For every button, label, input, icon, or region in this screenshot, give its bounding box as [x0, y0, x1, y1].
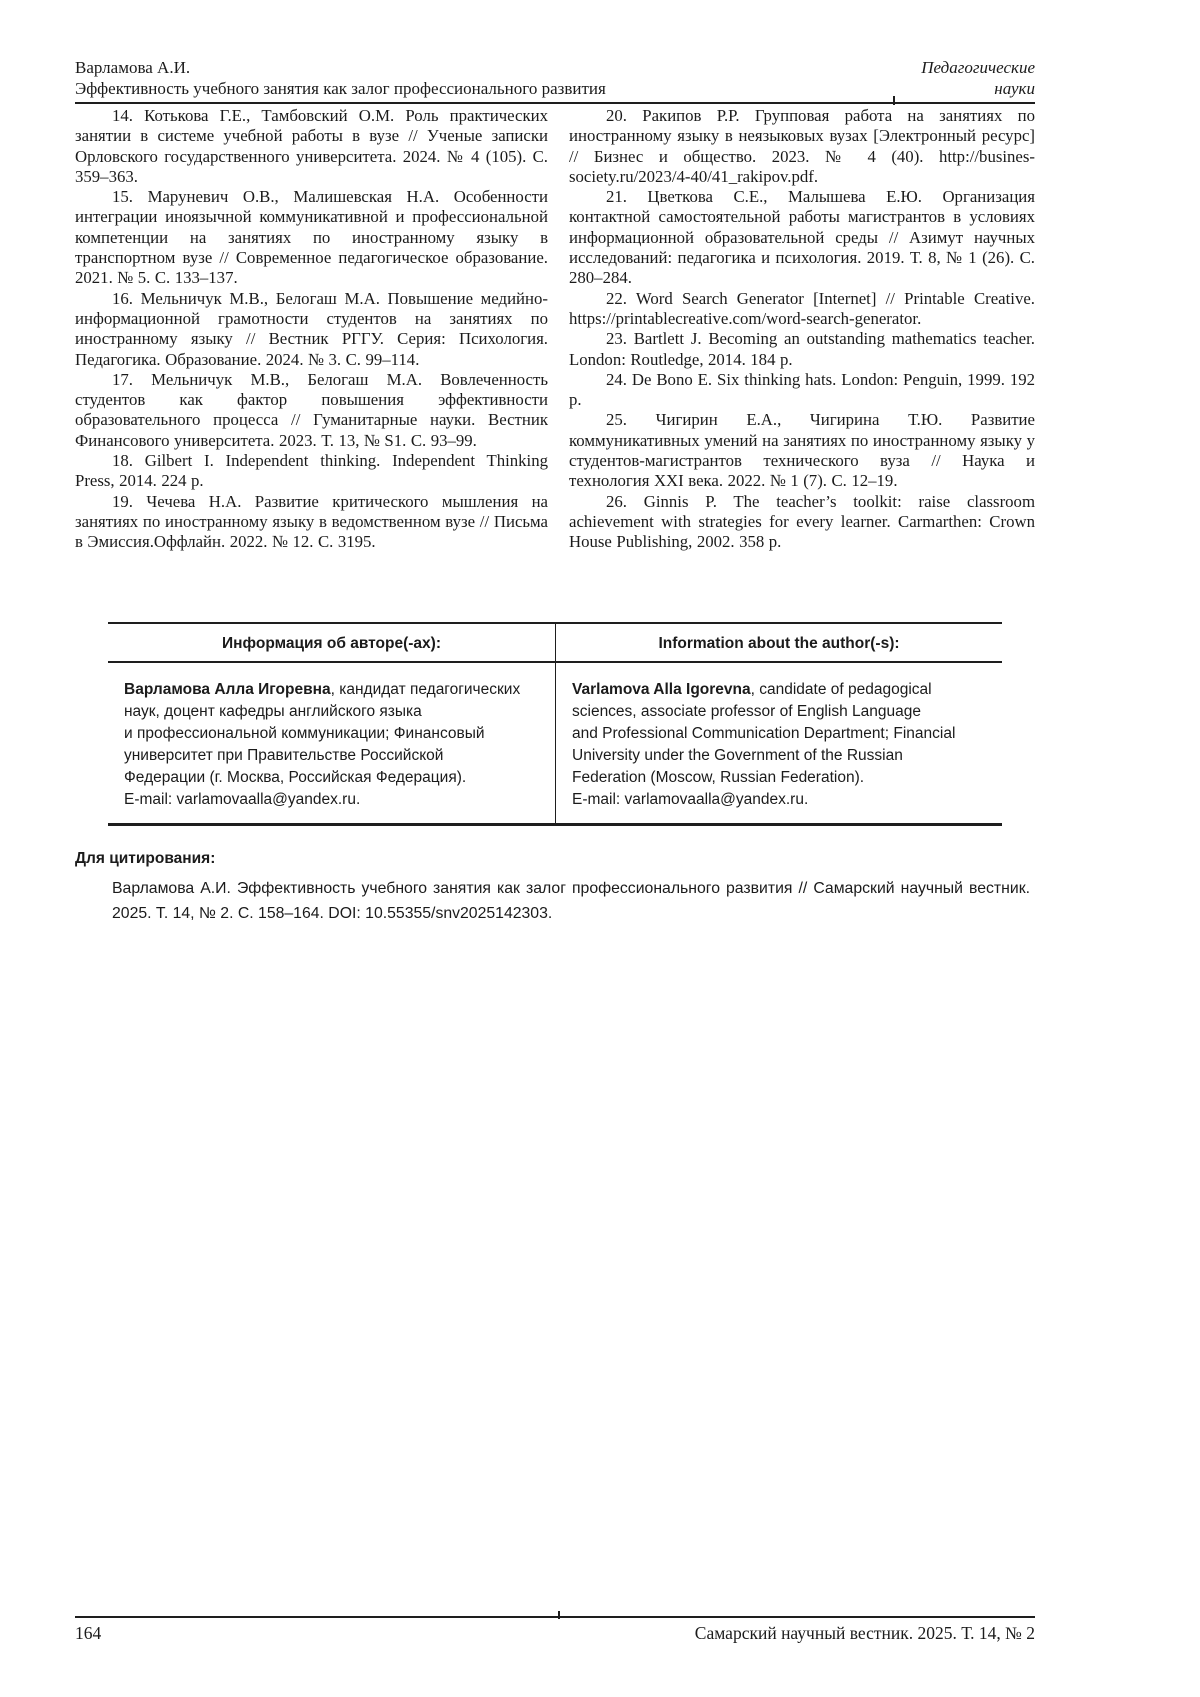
reference-item-22: 22. Word Search Generator [Internet] // Printable Creative. https://printablecreative.com/word-search-generator.: [569, 288, 1035, 328]
section-name-line-1: Педагогические: [921, 58, 1035, 77]
author-bio-ru: , кандидат педагогических наук, доцент кафедры английского языка и профессиональной коммуникации; Финансовый университет при Правительстве Российской Федерации (г. Москва, Российская Федерация). E-mail: varlamovaalla@yandex.ru.: [124, 681, 521, 808]
reference-item-19: 19. Чечева Н.А. Развитие критического мышления на занятиях по иностранному языку в ведомственном вузе // Письма в Эмиссия.Оффлайн. 2022. № 12. С. 3195.: [75, 491, 548, 552]
citation-text: Варламова А.И. Эффективность учебного занятия как залог профессионального развития // Самарский научный вестник. 2025. Т. 14, № 2. С. 158–164. DOI: 10.55355/snv2025142303.: [112, 880, 1030, 922]
header-row-2: [75, 78, 1035, 99]
reference-item-16: 16. Мельничук М.В., Белогаш М.А. Повышение медийно-информационной грамотности студентов на занятиях по иностранному языку // Вестник РГГУ. Серия: Психология. Педагогика. Образование. 2024. № 3. С. 99–114.: [75, 288, 548, 369]
journal-footer-info: Самарский научный вестник. 2025. Т. 14, № 2: [694, 1623, 1035, 1643]
reference-item-25: 25. Чигирин Е.А., Чигирина Т.Ю. Развитие коммуникативных умений на занятиях по иностранному языку у студентов-магистрантов технического вуза // Наука и технология XXI века. 2022. № 1 (7). С. 12–19.: [569, 410, 1035, 491]
references-column-left: [75, 106, 548, 553]
page-footer: [75, 1616, 1035, 1644]
author-table-header-row: [108, 624, 1002, 663]
table-header-en: Information about the author(-s):: [555, 624, 1002, 661]
references-column-right: [569, 106, 1035, 553]
section-name-line-2: науки: [994, 79, 1035, 98]
reference-item-14: 14. Котькова Г.Е., Тамбовский О.М. Роль практических занятии в системе учебной работы в вузе // Ученые записки Орловского государственного университета. 2024. № 4 (105). С. 359–363.: [75, 106, 548, 186]
reference-item-20: 20. Ракипов Р.Р. Групповая работа на занятиях по иностранному языку в неязыковых вузах [Электронный ресурс] // Бизнес и общество. 2023. № 4 (40). http://busines-society.ru/2023/4-40/41_rakipov.pdf.: [569, 106, 1035, 186]
running-title: Эффективность учебного занятия как залог профессионального развития: [75, 79, 606, 98]
author-name-en: Varlamova Alla Igorevna: [572, 681, 751, 698]
reference-item-17: 17. Мельничук М.В., Белогаш М.А. Вовлеченность студентов как фактор повышения эффективности образовательного процесса // Гуманитарные науки. Вестник Финансового университета. 2023. Т. 13, № S1. С. 93–99.: [75, 369, 548, 450]
author-bio-en: , candidate of pedagogical sciences, associate professor of English Language and Professional Communication Department; Financial University under the Government of the Russian Federation (Moscow, Russian Federation). E-mail: varlamovaalla@yandex.ru.: [572, 681, 956, 808]
author-info-ru: [108, 663, 555, 823]
header-rule-tick: [893, 96, 895, 105]
citation-section: [75, 849, 1035, 926]
author-table-body-row: [108, 663, 1002, 823]
references-section: [75, 106, 1035, 553]
page-header: [75, 57, 1035, 104]
running-author: Варламова А.И.: [75, 58, 191, 77]
reference-item-26: 26. Ginnis P. The teacher’s toolkit: raise classroom achievement with strategies for every learner. Carmarthen: Crown House Publishing, 2002. 358 p.: [569, 491, 1035, 552]
reference-item-24: 24. De Bono E. Six thinking hats. London: Penguin, 1999. 192 p.: [569, 369, 1035, 410]
author-info-table: [108, 622, 1002, 826]
page-number: 164: [75, 1623, 102, 1643]
reference-item-18: 18. Gilbert I. Independent thinking. Independent Thinking Press, 2014. 224 p.: [75, 451, 548, 491]
reference-item-23: 23. Bartlett J. Becoming an outstanding mathematics teacher. London: Routledge, 2014. 184 p.: [569, 329, 1035, 369]
author-info-en: [555, 663, 1002, 823]
citation-label: Для цитирования:: [75, 850, 216, 867]
reference-item-21: 21. Цветкова С.Е., Малышева Е.Ю. Организация контактной самостоятельной работы магистрантов в условиях информационной образовательной среды // Азимут научных исследований: педагогика и психология. 2019. Т. 8, № 1 (26). С. 280–284.: [569, 187, 1035, 288]
table-header-ru: Информация об авторе(-ах):: [221, 635, 441, 652]
author-name-ru: Варламова Алла Игоревна: [124, 681, 331, 698]
footer-rule-tick: [558, 1611, 560, 1619]
reference-item-15: 15. Маруневич О.В., Малишевская Н.А. Особенности интеграции иноязычной коммуникативной и профессиональной компетенции на занятиях по иностранному языку в транспортном вузе // Современное педагогическое образование. 2021. № 5. С. 133–137.: [75, 187, 548, 288]
header-row-1: [75, 57, 1035, 78]
